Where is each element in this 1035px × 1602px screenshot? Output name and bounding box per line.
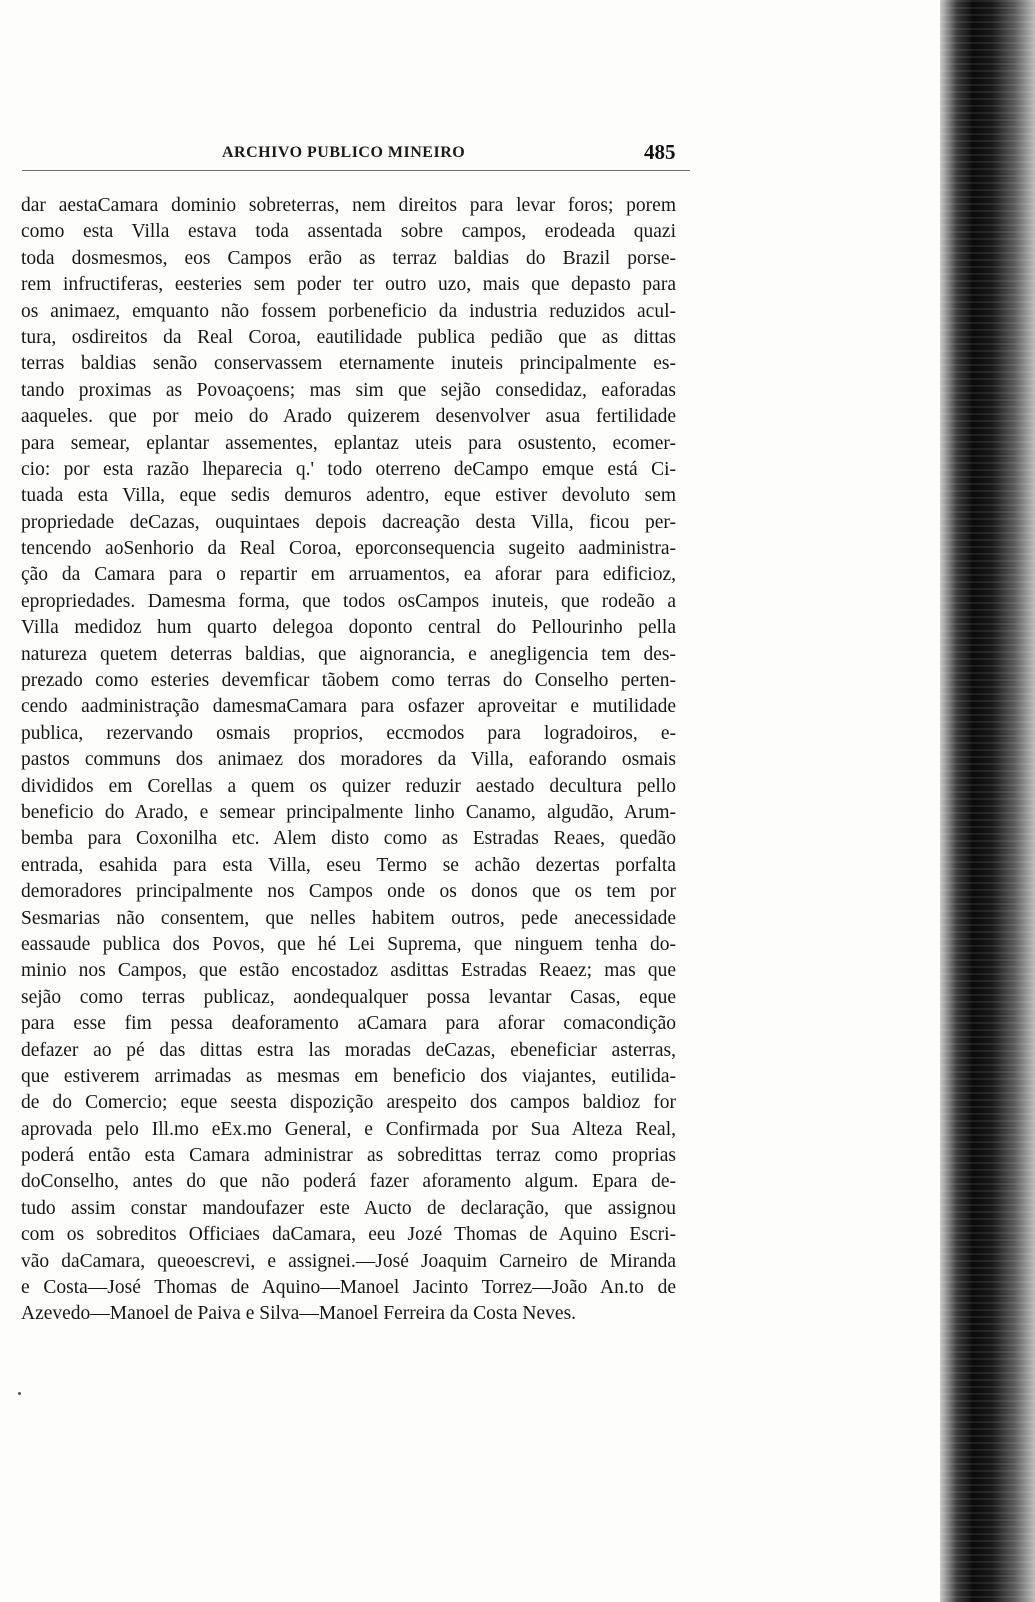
text-line: dar aestaCamara dominio sobreterras, nem direitos para levar foros; porem <box>21 195 676 216</box>
text-line: doConselho, antes do que não poderá fazer aforamento algum. Epara de- <box>21 1171 676 1193</box>
text-line: epropriedades. Damesma forma, que todos osCampos inuteis, que rodeão a <box>21 590 676 612</box>
text-line: que estiverem arrimadas as mesmas em beneficio dos viajantes, eutilida- <box>21 1065 676 1087</box>
text-line: bemba para Coxonilha etc. Alem disto como as Estradas Reaes, quedão <box>21 828 676 850</box>
text-line: minio nos Campos, que estão encostadoz asdittas Estradas Reaez; mas que <box>21 960 676 982</box>
text-line: e Costa—José Thomas de Aquino—Manoel Jacinto Torrez—João An.to de <box>21 1277 676 1299</box>
text-line: os animaez, emquanto não fossem porbeneficio da industria reduzidos acul- <box>21 300 676 322</box>
text-line: rem infructiferas, eesteries sem poder ter outro uzo, mais que depasto para <box>21 274 676 296</box>
text-line: Azevedo—Manoel de Paiva e Silva—Manoel Ferreira da Costa Neves. <box>21 1303 577 1325</box>
text-line: propriedade deCazas, ouquintaes depois dacreação desta Villa, ficou per- <box>21 511 676 533</box>
text-line: pastos communs dos animaez dos moradores da Villa, eaforando osmais <box>21 749 676 771</box>
header-rule <box>22 170 690 171</box>
text-line: aaqueles. que por meio do Arado quizerem desenvolver asua fertilidade <box>21 406 676 428</box>
text-line: com os sobreditos Officiaes daCamara, eeu Jozé Thomas de Aquino Escri- <box>21 1224 676 1246</box>
text-line: aprovada pelo Ill.mo eEx.mo General, e Confirmada por Sua Alteza Real, <box>21 1118 676 1140</box>
text-line: para esse fim pessa deaforamento aCamara para aforar comacondição <box>21 1013 676 1035</box>
text-line: beneficio do Arado, e semear principalmente linho Canamo, algudão, Arum- <box>21 801 676 823</box>
text-line: sejão como terras publicaz, aondequalquer possa levantar Casas, eque <box>21 986 676 1008</box>
text-line: de do Comercio; eque seesta dispozição arespeito dos campos baldioz for <box>21 1092 676 1114</box>
text-line: como esta Villa estava toda assentada sobre campos, erodeada quazi <box>21 221 676 243</box>
text-line: tencendo aoSenhorio da Real Coroa, eporconsequencia sugeito aadministra- <box>21 538 676 560</box>
text-line: tura, osdireitos da Real Coroa, eautilidade publica pedião que as dittas <box>21 326 676 348</box>
text-line: demoradores principalmente nos Campos onde os donos que os tem por <box>21 881 676 903</box>
text-line: toda dosmesmos, eos Campos erão as terraz baldias do Brazil porse- <box>21 247 676 269</box>
text-line: publica, rezervando osmais proprios, eccmodos para logradoiros, e- <box>21 722 676 744</box>
body-text <box>21 193 676 1328</box>
text-line: entrada, esahida para esta Villa, eseu Termo se achão dezertas porfalta <box>21 854 676 876</box>
text-line: poderá então esta Camara administrar as sobredittas terraz como proprias <box>21 1145 676 1167</box>
text-line: para semear, eplantar assementes, eplantaz uteis para osustento, ecomer- <box>21 432 676 454</box>
text-line: tando proximas as Povoaçoens; mas sim que sejão consedidaz, eaforadas <box>21 379 676 401</box>
book-binding-edge <box>940 0 1035 1602</box>
text-line: Sesmarias não consentem, que nelles habitem outros, pede anecessidade <box>21 907 676 929</box>
text-line: prezado como esteries devemficar tãobem como terras do Conselho perten- <box>21 670 676 692</box>
text-line: eassaude publica dos Povos, que hé Lei Suprema, que ninguem tenha do- <box>21 933 676 955</box>
text-line: natureza quetem deterras baldias, que aignorancia, e anegligencia tem des- <box>21 643 676 665</box>
text-line: divididos em Corellas a quem os quizer reduzir aestado decultura pello <box>21 775 676 797</box>
text-line: ção da Camara para o repartir em arruamentos, ea aforar para edificioz, <box>21 564 676 586</box>
text-line: Villa medidoz hum quarto delegoa doponto central do Pellourinho pella <box>21 617 676 639</box>
scan-speck <box>18 1392 21 1395</box>
text-line: tudo assim constar mandoufazer este Aucto de declaração, que assignou <box>21 1197 676 1219</box>
running-head <box>22 138 690 174</box>
text-line: vão daCamara, queoescrevi, e assignei.—José Joaquim Carneiro de Miranda <box>21 1250 676 1272</box>
text-line: terras baldias senão conservassem eternamente inuteis principalmente es- <box>21 353 676 375</box>
running-title: ARCHIVO PUBLICO MINEIRO <box>222 144 466 161</box>
text-line: cio: por esta razão lheparecia q.' todo oterreno deCampo emque está Ci- <box>21 458 676 480</box>
text-line: cendo aadministração damesmaCamara para osfazer aproveitar e mutilidade <box>21 696 676 718</box>
text-line: tuada esta Villa, eque sedis demuros adentro, eque estiver devoluto sem <box>21 485 676 507</box>
page-number: 485 <box>644 140 676 164</box>
text-line: defazer ao pé das dittas estra las moradas deCazas, ebeneficiar asterras, <box>21 1039 676 1061</box>
